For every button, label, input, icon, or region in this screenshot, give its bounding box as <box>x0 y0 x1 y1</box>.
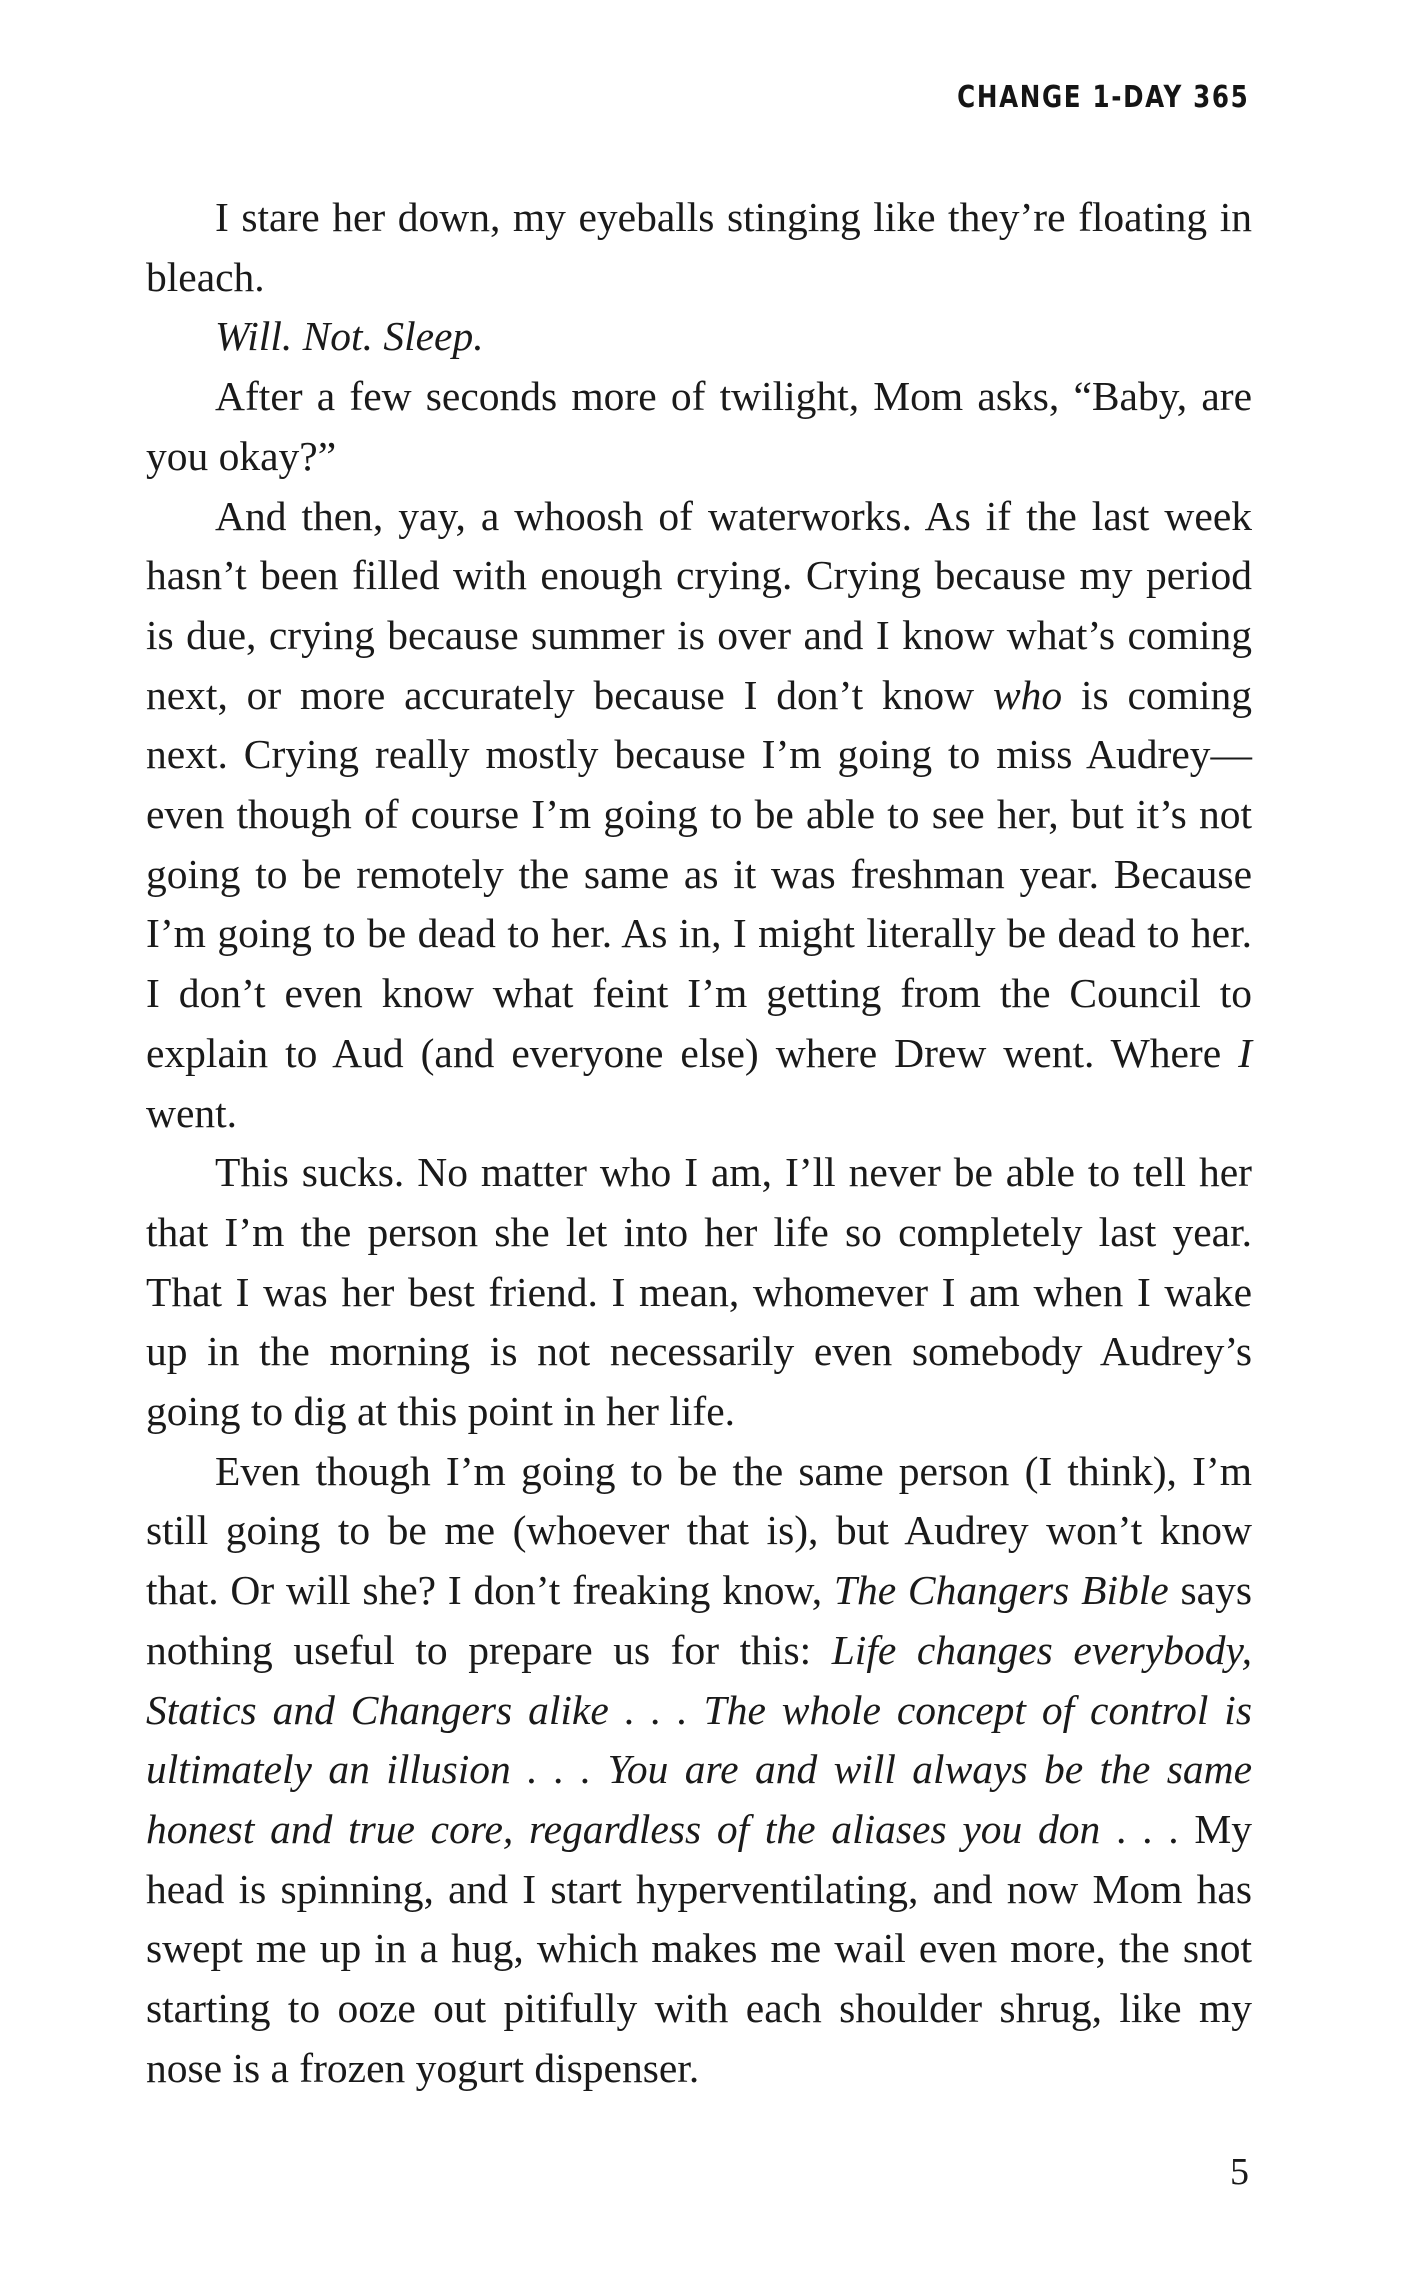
text-run: went. <box>146 1089 238 1136</box>
text-run: I stare her down, my eyeballs stinging like they’re floating in bleach. <box>146 194 1252 300</box>
text-run: After a few seconds more of twilight, Mom asks, “Baby, are you okay?” <box>146 373 1252 479</box>
text-run: This sucks. No matter who I am, I’ll never be able to tell her that I’m the person she let into her life so completely last year. That I was her best friend. I mean, whomever I am when I wake up in the morning is not necessarily even somebody Audrey’s going to dig at this point in her life. <box>146 1149 1252 1435</box>
italic-text: Will. Not. Sleep. <box>215 313 484 360</box>
body-text <box>146 188 1252 2099</box>
paragraph <box>146 188 1252 307</box>
running-head: CHANGE 1-DAY 365 <box>956 80 1249 115</box>
page-number: 5 <box>1230 2151 1249 2193</box>
paragraph <box>146 487 1252 1144</box>
text-run: And then, yay, a whoosh of waterworks. As if the last week hasn’t been filled with enough crying. Crying because my period is due, crying because summer is over and I know what’s coming next, or more accurately because I don’t know <box>146 492 1252 718</box>
paragraph <box>146 1442 1252 2099</box>
paragraph <box>146 307 1252 367</box>
italic-text: The Changers Bible <box>833 1567 1169 1614</box>
text-run: says nothing useful to prepare us for this: <box>146 1567 1252 1673</box>
italic-text: who <box>992 671 1063 718</box>
text-run: . . . My head is spinning, and I start hyperventilating, and now Mom has swept me up in a hug, which makes me wail even more, the snot starting to ooze out pitifully with each shoulder shrug, like my nose is a frozen yogurt dispenser. <box>146 1805 1253 2091</box>
paragraph <box>146 1143 1252 1442</box>
text-run: is coming next. Crying really mostly because I’m going to miss Audrey—even though of course I’m going to be able to see her, but it’s not going to be remotely the same as it was freshman year. Because I’m going to be dead to her. As in, I might literally be dead to her. I don’t even know what feint I’m getting from the Council to explain to Aud (and everyone else) where Drew went. Where <box>146 671 1252 1076</box>
italic-text: I <box>1238 1029 1252 1076</box>
italic-text: Life changes everybody, Statics and Changers alike . . . The whole concept of control is ultimately an illusion . . . You are and will always be the same honest and true core, regardless of the aliases you don <box>146 1626 1252 1852</box>
text-run: Even though I’m going to be the same person (I think), I’m still going to be me (whoever that is), but Audrey won’t know that. Or will she? I don’t freaking know, <box>146 1447 1252 1614</box>
paragraph <box>146 367 1252 486</box>
